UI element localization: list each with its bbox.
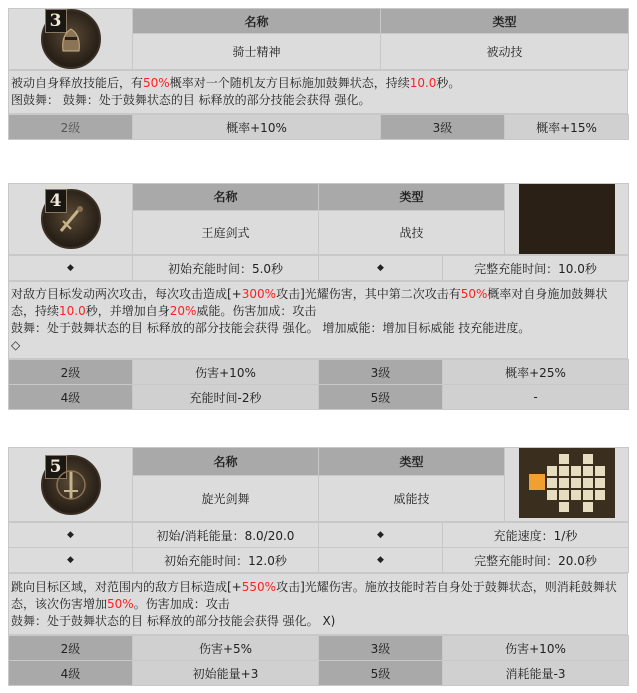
full-charge-time: 完整充能时间：20.0秒: [443, 548, 629, 573]
skill-card-2: [8, 183, 628, 410]
skill-card-1: [8, 8, 628, 140]
skill-type: 战技: [319, 210, 505, 254]
skill-icon-cell: [9, 184, 133, 255]
level-label: 4级: [9, 385, 133, 410]
name-header: 名称: [133, 9, 381, 34]
energy-stat: 初始/消耗能量：8.0/20.0: [133, 523, 319, 548]
level-value: 充能时间-2秒: [133, 385, 319, 410]
level-value: 伤害+10%: [133, 360, 319, 385]
level-label: 5级: [319, 661, 443, 686]
type-header: 类型: [381, 9, 629, 34]
init-charge-time: 初始充能时间：5.0秒: [133, 256, 319, 281]
skill-type: 被动技: [381, 34, 629, 70]
sword-icon: [41, 189, 101, 249]
skill-icon-cell: [9, 448, 133, 522]
type-header: 类型: [319, 448, 505, 476]
knight-helmet-icon: [41, 9, 101, 69]
level-value: 伤害+10%: [443, 636, 629, 661]
range-preview-image: [519, 184, 615, 254]
skill-name: 骑士精神: [133, 34, 381, 70]
level-label: 2级: [9, 360, 133, 385]
charge-speed: 充能速度：1/秒: [443, 523, 629, 548]
level-value: 概率+25%: [443, 360, 629, 385]
skill-icon-cell: [9, 9, 133, 70]
type-header: 类型: [319, 184, 505, 211]
skill-card-3: [8, 447, 628, 686]
bullet-icon: ◆: [9, 523, 133, 548]
level-value: 伤害+5%: [133, 636, 319, 661]
level-value: 概率+15%: [505, 115, 629, 140]
full-charge-time: 完整充能时间：10.0秒: [443, 256, 629, 281]
skill-description: 对敌方目标发动两次攻击，每次攻击造成[+300%攻击]光耀伤害，其中第二次攻击有50%概率对自身施加鼓舞状态，持续10.0秒，并增加自身20%威能。伤害加成：攻击 鼓舞：处于鼓舞状态的目 标释放的部分技能会获得 强化。 增加威能：增加目标威能 技充能进度。 ◇: [9, 282, 628, 359]
bullet-icon: ◆: [319, 523, 443, 548]
level-label: 2级: [9, 636, 133, 661]
bullet-icon: ◆: [319, 548, 443, 573]
bullet-icon: ◆: [319, 256, 443, 281]
level-label: 3级: [381, 115, 505, 140]
spinning-sword-icon: [41, 455, 101, 515]
skill-type: 威能技: [319, 476, 505, 522]
level-label: 3级: [319, 360, 443, 385]
bullet-icon: ◆: [9, 548, 133, 573]
skill-description: 被动自身释放技能后，有50%概率对一个随机友方目标施加鼓舞状态，持续10.0秒。 图鼓舞： 鼓舞：处于鼓舞状态的目 标释放的部分技能会获得 强化。: [9, 71, 628, 114]
skill-name: 旋光剑舞: [133, 476, 319, 522]
level-value: 消耗能量-3: [443, 661, 629, 686]
name-header: 名称: [133, 184, 319, 211]
init-charge-time: 初始充能时间：12.0秒: [133, 548, 319, 573]
range-pattern-image: [519, 448, 615, 518]
skill-rank-number: 4: [45, 189, 67, 213]
level-label: 2级: [9, 115, 133, 140]
level-label: 5级: [319, 385, 443, 410]
range-image-cell: [505, 184, 629, 255]
skill-rank-number: 5: [45, 455, 67, 479]
skill-description: 跳向目标区域，对范围内的敌方目标造成[+550%攻击]光耀伤害。施放技能时若自身处于鼓舞状态，则消耗鼓舞状态，该次伤害增加50%。伤害加成：攻击 鼓舞：处于鼓舞状态的目 标释放的部分技能会获得 强化。 X): [9, 574, 628, 635]
bullet-icon: ◆: [9, 256, 133, 281]
level-label: 3级: [319, 636, 443, 661]
level-value: 初始能量+3: [133, 661, 319, 686]
name-header: 名称: [133, 448, 319, 476]
skill-rank-number: 3: [45, 9, 67, 33]
level-value: -: [443, 385, 629, 410]
range-image-cell: [505, 448, 629, 522]
level-value: 概率+10%: [133, 115, 381, 140]
skill-name: 王庭剑式: [133, 210, 319, 254]
level-label: 4级: [9, 661, 133, 686]
